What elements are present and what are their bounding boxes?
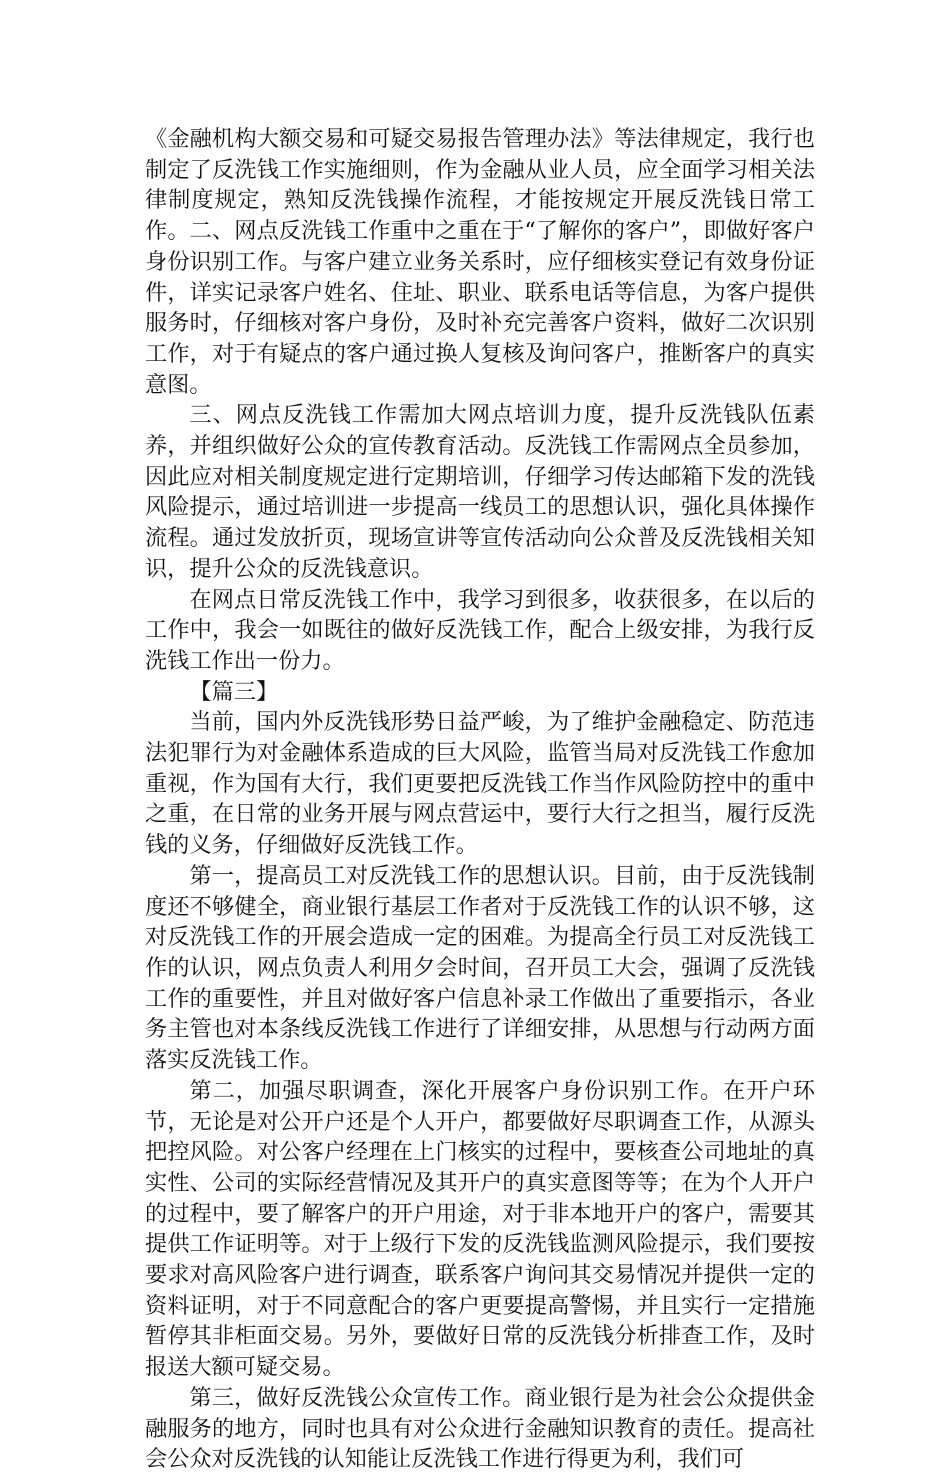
- paragraph-5: 第一，提高员工对反洗钱工作的思想认识。目前，由于反洗钱制度还不够健全，商业银行基层工作者对于反洗钱工作的认识不够，这对反洗钱工作的开展会造成一定的困难。为提高全行员工对反洗钱工作的认识，网点负责人利用夕会时间，召开员工大会，强调了反洗钱工作的重要性，并且对做好客户信息补录工作做出了重要指示，各业务主管也对本条线反洗钱工作进行了详细安排，从思想与行动两方面落实反洗钱工作。: [145, 862, 815, 1074]
- paragraph-2: 三、网点反洗钱工作需加大网点培训力度，提升反洗钱队伍素养，并组织做好公众的宣传教育活动。反洗钱工作需网点全员参加，因此应对相关制度规定进行定期培训，仔细学习传达邮箱下发的洗钱风险提示，通过培训进一步提高一线员工的思想认识，强化具体操作流程。通过发放折页，现场宣讲等宣传活动向公众普及反洗钱相关知识，提升公众的反洗钱意识。: [145, 402, 815, 582]
- paragraph-7: 第三，做好反洗钱公众宣传工作。商业银行是为社会公众提供金融服务的地方，同时也具有对公众进行金融知识教育的责任。提高社会公众对反洗钱的认知能让反洗钱工作进行得更为利，我们可: [145, 1384, 815, 1473]
- paragraph-3: 在网点日常反洗钱工作中，我学习到很多，收获很多，在以后的工作中，我会一如既往的做好反洗钱工作，配合上级安排，为我行反洗钱工作出一份力。: [145, 586, 815, 674]
- paragraph-4: 当前，国内外反洗钱形势日益严峻，为了维护金融稳定、防范违法犯罪行为对金融体系造成的巨大风险，监管当局对反洗钱工作愈加重视，作为国有大行，我们更要把反洗钱工作当作风险防控中的重中之重，在日常的业务开展与网点营运中，要行大行之担当，履行反洗钱的义务，仔细做好反洗钱工作。: [145, 709, 815, 859]
- document-body: [145, 124, 815, 1475]
- section-heading: 【篇三】: [189, 678, 279, 705]
- paragraph-6: 第二，加强尽职调查，深化开展客户身份识别工作。在开户环节，无论是对公开户还是个人开户，都要做好尽职调查工作，从源头把控风险。对公客户经理在上门核实的过程中，要核查公司地址的真实性、公司的实际经营情况及其开户的真实意图等等；在为个人开户的过程中，要了解客户的开户用途，对于非本地开户的客户，需要其提供工作证明等。对于上级行下发的反洗钱监测风险提示，我们要按要求对高风险客户进行调查，联系客户询问其交易情况并提供一定的资料证明，对于不同意配合的客户更要提高警惕，并且实行一定措施暂停其非柜面交易。另外，要做好日常的反洗钱分析排查工作，及时报送大额可疑交易。: [145, 1077, 815, 1381]
- paragraph-1: 《金融机构大额交易和可疑交易报告管理办法》等法律规定，我行也制定了反洗钱工作实施细则，作为金融从业人员，应全面学习相关法律制度规定，熟知反洗钱操作流程，才能按规定开展反洗钱日常工作。二、网点反洗钱工作重中之重在于“了解你的客户”，即做好客户身份识别工作。与客户建立业务关系时，应仔细核实登记有效身份证件，详实记录客户姓名、住址、职业、联系电话等信息，为客户提供服务时，仔细核对客户身份，及时补充完善客户资料，做好二次识别工作，对于有疑点的客户通过换人复核及询问客户，推断客户的真实意图。: [145, 126, 815, 398]
